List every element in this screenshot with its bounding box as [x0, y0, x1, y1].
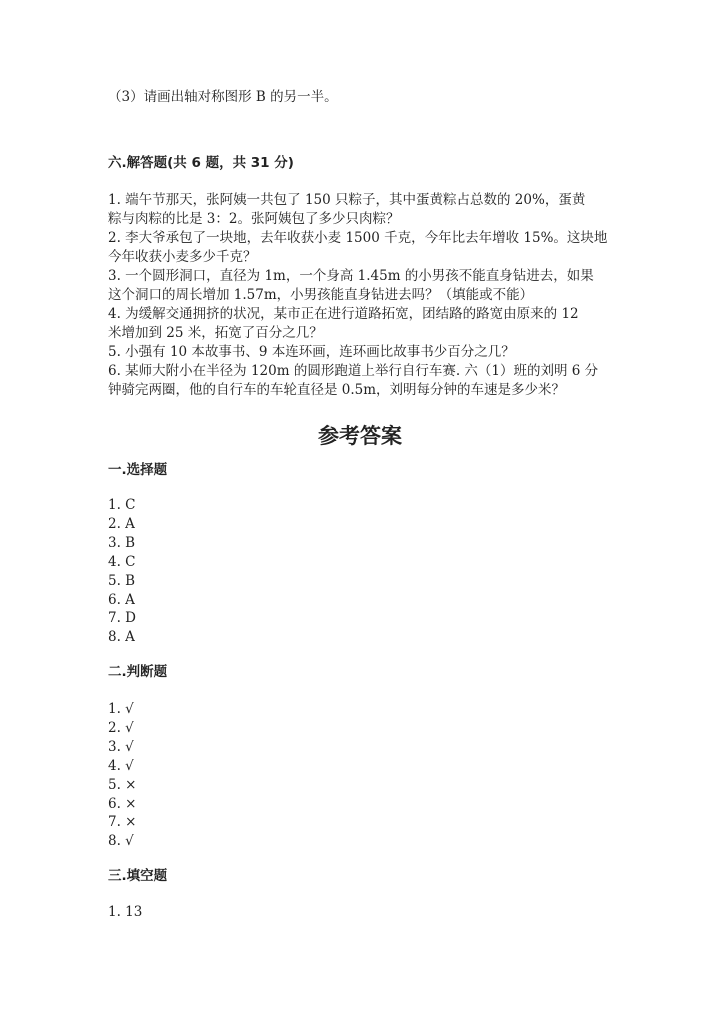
question-line: 1. 端午节那天，张阿姨一共包了 150 只粽子，其中蛋黄粽占总数的 20%，蛋黄 [108, 192, 586, 208]
answers-section-2-list [108, 700, 613, 851]
question-line: 今年收获小麦多少千克？ [108, 249, 257, 265]
answer-item: 4. C [108, 553, 136, 570]
answers-section-1-heading: 一.选择题 [108, 462, 168, 478]
answers-section-3-list [108, 903, 613, 922]
question-line: 4. 为缓解交通拥挤的状况，某市正在进行道路拓宽，团结路的路宽由原来的 12 [108, 306, 579, 322]
answer-item: 7. × [108, 814, 137, 831]
section-6-questions [108, 191, 613, 400]
answer-item: 3. √ [108, 738, 134, 755]
answer-item: 1. C [108, 497, 136, 513]
answers-section-3-heading: 三.填空题 [108, 868, 168, 884]
answers-section-1-list [108, 496, 613, 647]
answers-section-2-heading: 二.判断题 [108, 664, 168, 680]
question-3-draw: （3）请画出轴对称图形 B 的另一半。 [108, 89, 338, 105]
answer-item: 4. √ [108, 757, 134, 774]
answer-item: 5. × [108, 776, 137, 793]
answer-item: 8. √ [108, 833, 134, 850]
answer-item: 5. B [108, 572, 136, 589]
question-line: 钟骑完两圈，他的自行车的车轮直径是 0.5m，刘明每分钟的车速是多少米？ [108, 382, 566, 398]
answer-item: 7. D [108, 610, 136, 627]
section-6-heading: 六.解答题(共 6 题，共 31 分) [108, 155, 294, 171]
question-line: 这个洞口的周长增加 1.57m，小男孩能直身钻进去吗？（填能或不能） [108, 287, 534, 303]
answer-item: 6. × [108, 795, 137, 812]
question-line: 3. 一个圆形洞口，直径为 1m，一个身高 1.45m 的小男孩不能直身钻进去，如果 [108, 268, 594, 284]
answer-item: 2. A [108, 515, 135, 532]
answer-item: 8. A [108, 629, 135, 646]
question-line: 5. 小强有 10 本故事书、9 本连环画，连环画比故事书少百分之几？ [108, 344, 515, 360]
answer-item: 1. 13 [108, 904, 143, 920]
question-line: 2. 李大爷承包了一块地，去年收获小麦 1500 千克，今年比去年增收 15%。这块地 [108, 230, 608, 246]
question-line: 6. 某师大附小在半径为 120m 的圆形跑道上举行自行车赛. 六（1）班的刘明 6 分 [108, 363, 599, 379]
answer-item: 1. √ [108, 701, 134, 717]
question-line: 米增加到 25 米，拓宽了百分之几？ [108, 325, 323, 341]
answer-item: 3. B [108, 534, 136, 551]
answer-item: 2. √ [108, 719, 134, 736]
answer-title: 参考答案 [318, 423, 402, 448]
answer-item: 6. A [108, 591, 135, 608]
question-line: 粽与肉粽的比是 3：2。张阿姨包了多少只肉粽？ [108, 211, 400, 227]
